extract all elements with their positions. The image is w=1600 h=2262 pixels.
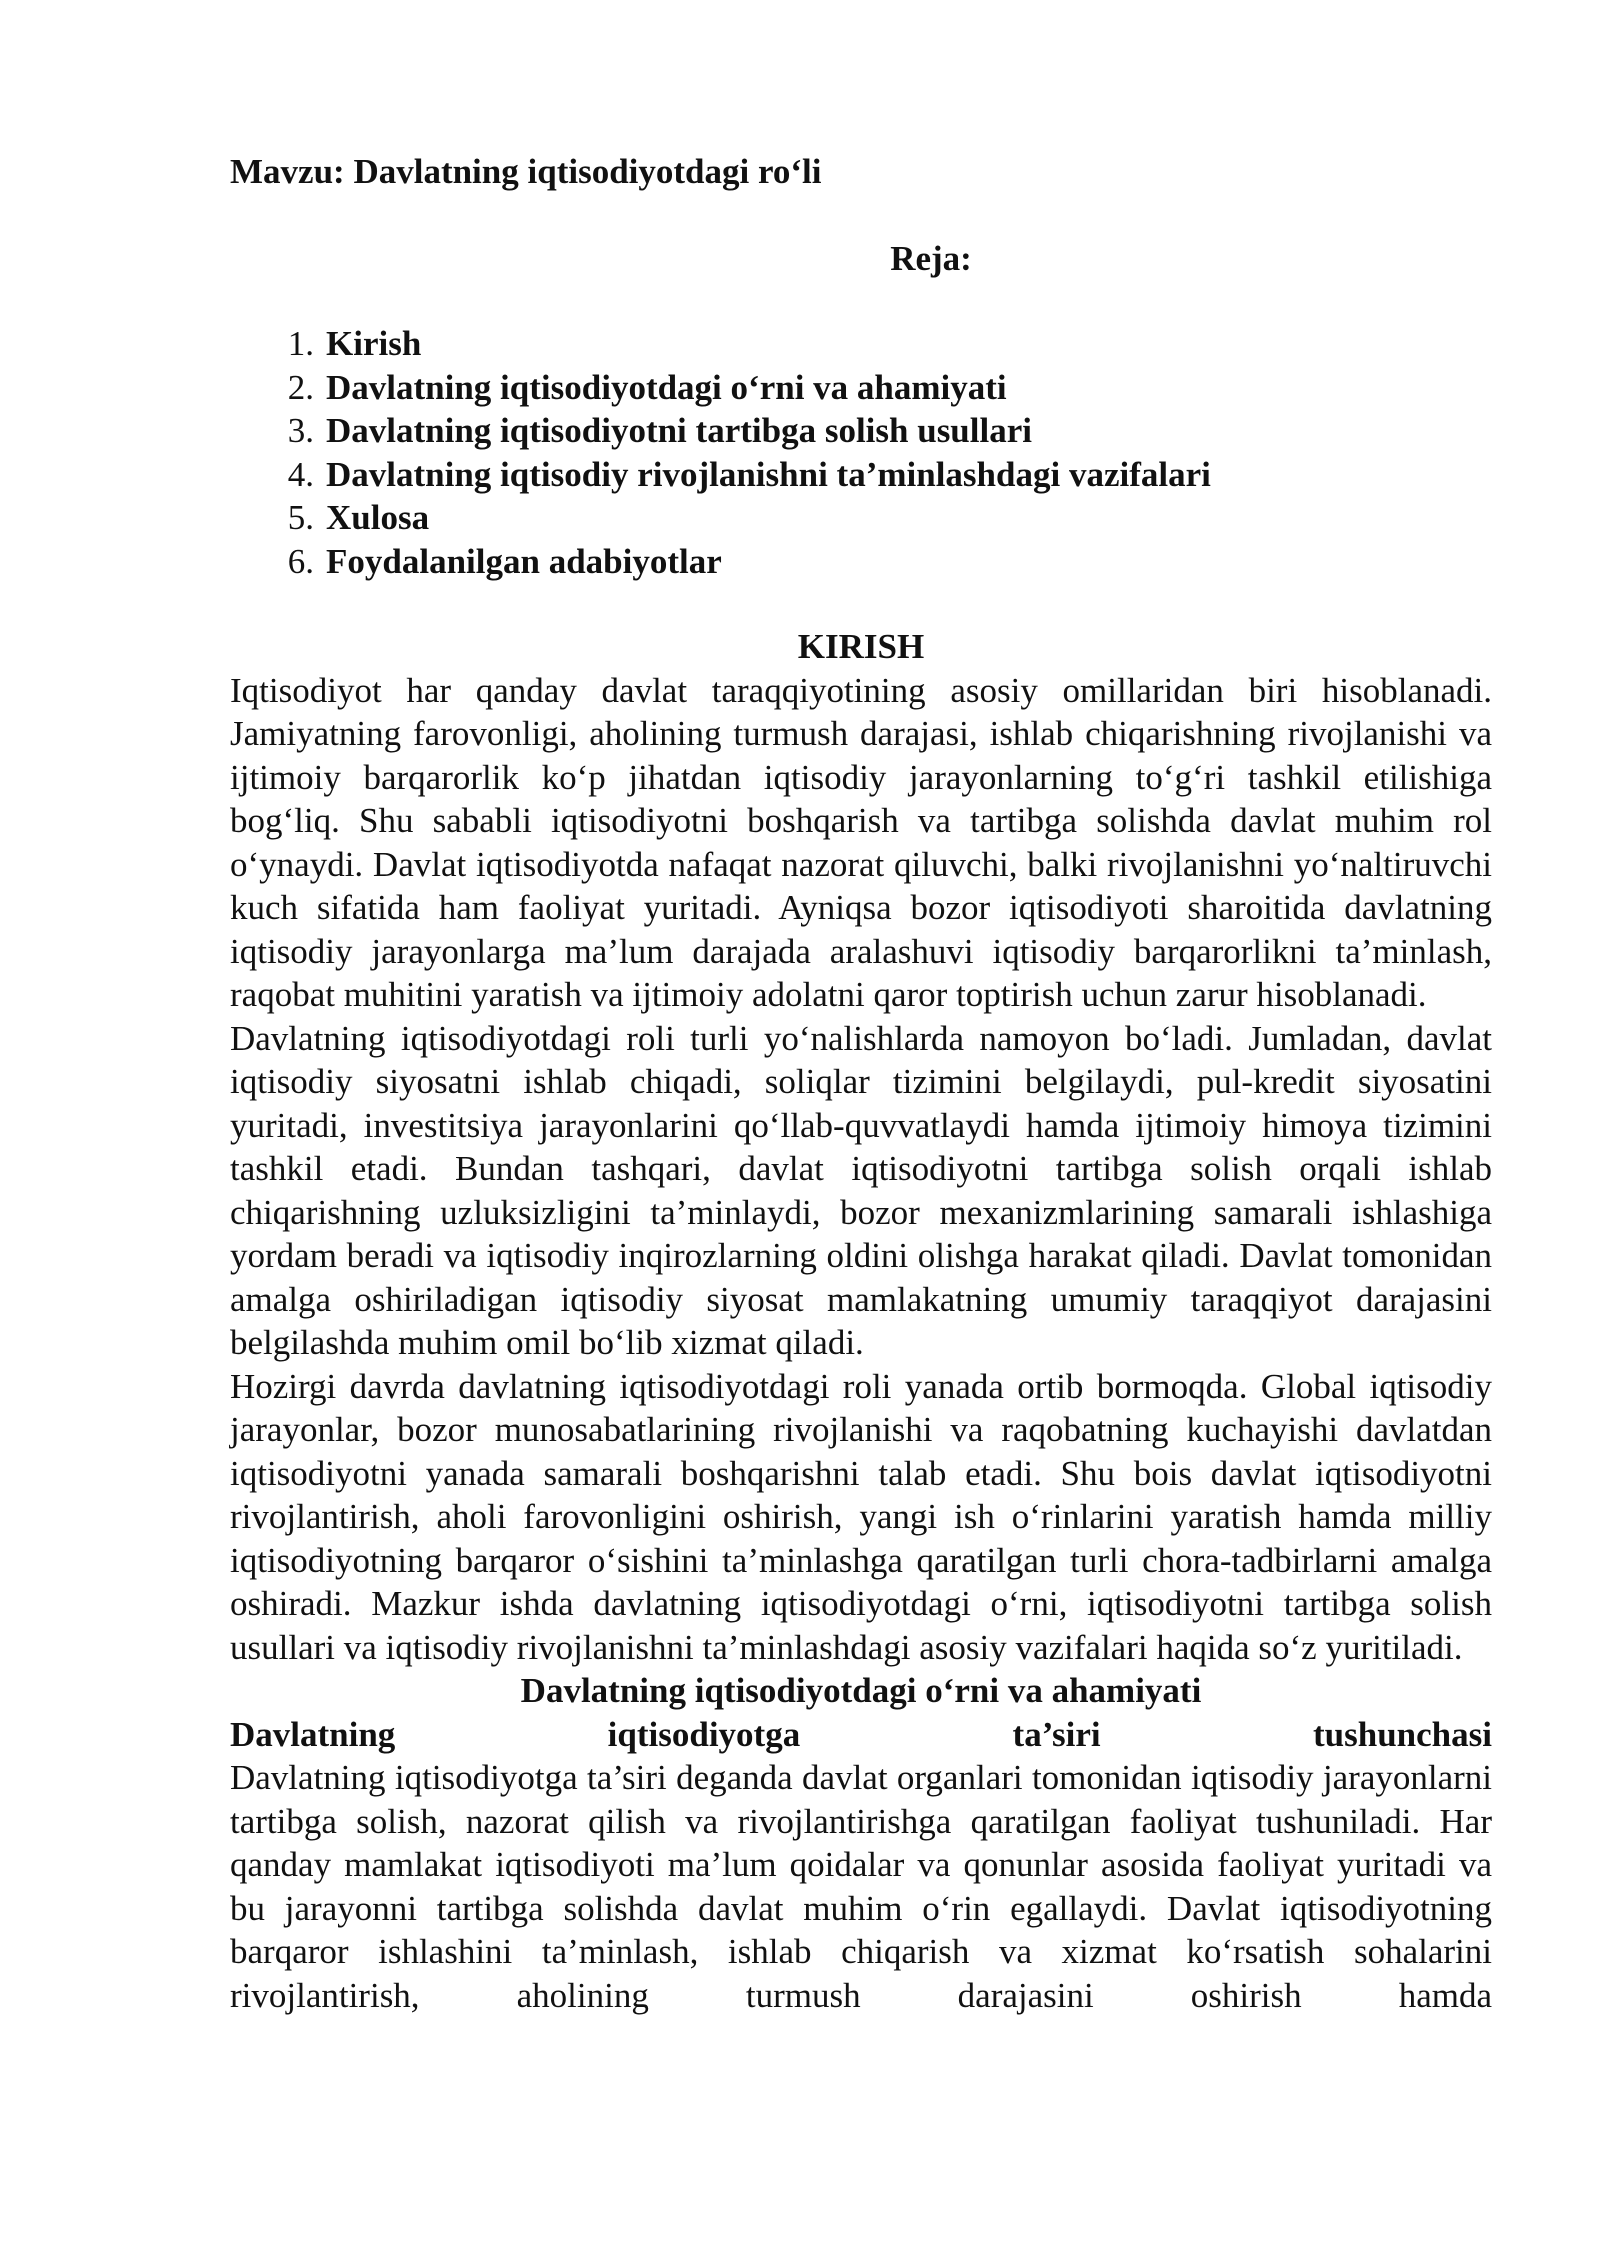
plan-item-text: Xulosa — [326, 498, 430, 537]
plan-item-number: 3. — [287, 411, 314, 450]
plan-item-number: 5. — [287, 498, 314, 537]
plan-item-number: 4. — [287, 454, 314, 494]
plan-item-number: 2. — [287, 367, 314, 407]
intro-paragraph: Davlatning iqtisodiyotdagi roli turli yo‘nalishlarda namoyon bo‘ladi. Jumladan, davlat iqtisodiy siyosatni ishlab chiqadi, soliqlar tizimini belgilaydi, pul-kredit siyosatini yuritadi, investitsiya jarayonlarini qo‘llab-quvvatlaydi hamda ijtimoiy himoya tizimini tashkil etadi. Bundan tashqari, davlat iqtisodiyotni tartibga solish orqali ishlab chiqarishning uzluksizligini ta’minlaydi, bozor mexanizmlarining samarali ishlashiga yordam beradi va iqtisodiy inqirozlarning oldini olishga harakat qiladi. Davlat tomonidan amalga oshiriladigan iqtisodiy siyosat mamlakatning umumiy taraqqiyot darajasini belgilashda muhim omil bo‘lib xizmat qiladi. — [230, 1018, 1492, 1362]
plan-item-text: Davlatning iqtisodiyotdagi o‘rni va ahamiyati — [326, 367, 1007, 407]
plan-item — [230, 453, 1492, 497]
intro-paragraph: Iqtisodiyot har qanday davlat taraqqiyotining asosiy omillaridan biri hisoblanadi. Jamiyatning farovonligi, aholining turmush darajasi, ishlab chiqarishning rivojlanishi va ijtimoiy barqarorlik ko‘p jihatdan iqtisodiy jarayonlarning to‘g‘ri tashkil etilishiga bog‘liq. Shu sababli iqtisodiyotni boshqarish va tartibga solishda davlat muhim rol o‘ynaydi. Davlat iqtisodiyotda nafaqat nazorat qiluvchi, balki rivojlanishni yo‘naltiruvchi kuch sifatida ham faoliyat yuritadi. Ayniqsa bozor iqtisodiyoti sharoitida davlatning iqtisodiy jarayonlarga ma’lum darajada aralashuvi iqtisodiy barqarorlikni ta’minlash, raqobat muhitini yaratish va ijtimoiy adolatni qaror toptirish uchun zarur hisoblanadi. — [230, 670, 1492, 1014]
document-content — [230, 150, 1492, 2015]
plan-item — [230, 366, 1492, 410]
plan-item-text: Foydalanilgan adabiyotlar — [326, 541, 722, 581]
plan-item — [230, 496, 1492, 540]
section-paragraph: Davlatning iqtisodiyotga ta’siri deganda davlat organlari tomonidan iqtisodiy jarayonlarni tartibga solish, nazorat qilish va rivojlantirishga qaratilgan faoliyat tushuniladi. Har qanday mamlakat iqtisodiyoti ma’lum qoidalar va qonunlar asosida faoliyat yuritadi va bu jarayonni tartibga solishda davlat muhim o‘rin egallaydi. Davlat iqtisodiyotning barqaror ishlashini ta’minlash, ishlab chiqarish va xizmat ko‘rsatish sohalarini rivojlantirish, aholining turmush darajasini oshirish hamda — [230, 1758, 1492, 2015]
section-heading: Davlatning iqtisodiyotdagi o‘rni va ahamiyati — [520, 1671, 1202, 1710]
plan-item-text: Davlatning iqtisodiyotni tartibga solish usullari — [326, 411, 1032, 450]
plan-item — [230, 409, 1492, 453]
document-subject: Mavzu: Davlatning iqtisodiyotdagi ro‘li — [230, 152, 822, 191]
plan-item — [230, 540, 1492, 584]
plan-heading: Reja: — [890, 238, 972, 278]
intro-heading: KIRISH — [797, 627, 925, 666]
intro-paragraph: Hozirgi davrda davlatning iqtisodiyotdagi roli yanada ortib bormoqda. Global iqtisodiy jarayonlar, bozor munosabatlarining rivojlanishi va raqobatning kuchayishi davlatdan iqtisodiyotni yanada samarali boshqarishni talab etadi. Shu bois davlat iqtisodiyotni rivojlantirish, aholi farovonligini oshirish, yangi ish o‘rinlarini yaratish hamda milliy iqtisodiyotning barqaror o‘sishini ta’minlashga qaratilgan turli chora-tadbirlarni amalga oshiradi. Mazkur ishda davlatning iqtisodiyotdagi o‘rni, iqtisodiyotni tartibga solish usullari va iqtisodiy rivojlanishni ta’minlashdagi asosiy vazifalari haqida so‘z yuritiladi. — [230, 1366, 1492, 1667]
plan-list — [230, 322, 1492, 583]
plan-item-text: Kirish — [326, 324, 422, 363]
plan-item-number: 1. — [287, 324, 314, 363]
plan-item-number: 6. — [287, 541, 314, 581]
plan-item-text: Davlatning iqtisodiy rivojlanishni ta’minlashdagi vazifalari — [326, 454, 1211, 494]
section-subheading: Davlatning iqtisodiyotga ta’siri tushunchasi — [230, 1714, 1492, 1754]
plan-item — [230, 322, 1492, 366]
